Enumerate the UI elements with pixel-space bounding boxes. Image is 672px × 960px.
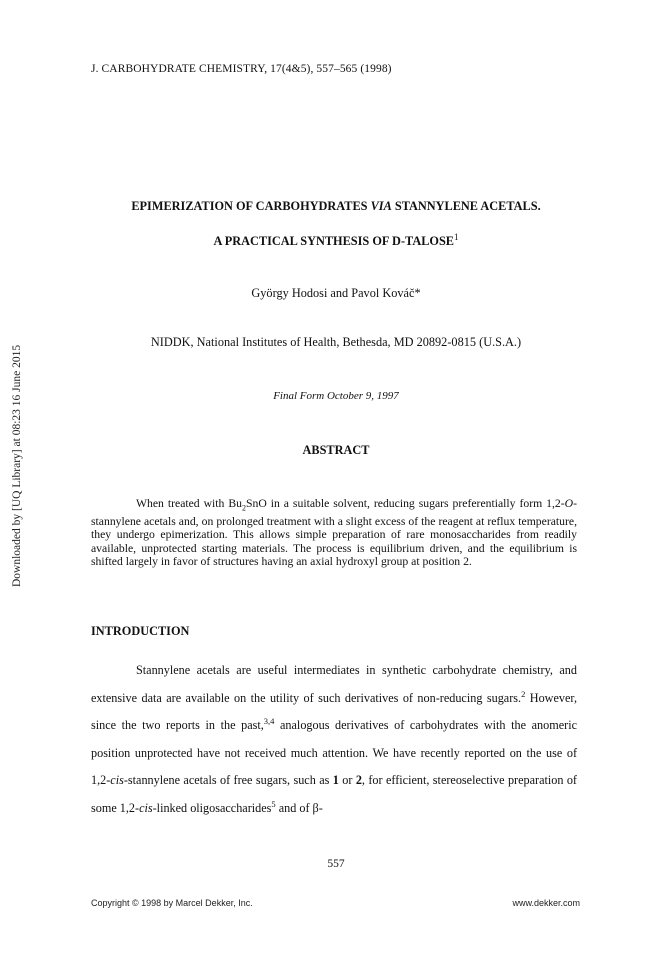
journal-header: J. CARBOHYDRATE CHEMISTRY, 17(4&5), 557–565 (1998) — [91, 63, 392, 75]
publisher-url: www.dekker.com — [512, 898, 580, 908]
title-line-2: A PRACTICAL SYNTHESIS OF D-TALOSE$^1$ — [213, 232, 459, 249]
abstract-heading: ABSTRACT — [302, 443, 370, 457]
abstract-text: When treated with $Bu_2SnO$ in a suitable solvent, reducing sugars preferentially form 1,2-O-stannylene acetals and, on prolonged treatment with a slight excess of the reagent at reflux temperature, they undergo epimerization. This allows simple preparation of rare monosaccharides from readily available, unprotected starting materials. The process is equilibrium driven, and the equilibrium is shifted largely in favor of structures having an axial hydroxyl group at position 2. — [91, 497, 577, 569]
final-form-date: Final Form October 9, 1997 — [273, 390, 399, 402]
title-line-1: EPIMERIZATION OF CARBOHYDRATES VIA STANNYLENE ACETALS. — [131, 199, 541, 213]
copyright-notice: Copyright © 1998 by Marcel Dekker, Inc. — [91, 898, 253, 908]
introduction-text: Stannylene acetals are useful intermediates in synthetic carbohydrate chemistry, and extensive data are available on the utility of such derivatives of non-reducing sugars.$^2$ However, since the two reports in the past,$^{3,4}$ analogous derivatives of carbohydrates with the anomeric position unprotected have not received much attention. We have recently reported on the use of 1,2-cis-stannylene acetals of free sugars, such as 1 or 2, for efficient, stereoselective preparation of some 1,2-cis-linked oligosaccharides$^5$ and of β- — [91, 663, 577, 815]
authors: György Hodosi and Pavol Kováč* — [251, 286, 421, 300]
page-number: 557 — [327, 858, 345, 870]
affiliation: NIDDK, National Institutes of Health, Bethesda, MD 20892-0815 (U.S.A.) — [150, 335, 522, 349]
introduction-heading: INTRODUCTION — [91, 624, 190, 638]
download-watermark: Downloaded by [UQ Library] at 08:23 16 June 2015 — [11, 344, 23, 587]
